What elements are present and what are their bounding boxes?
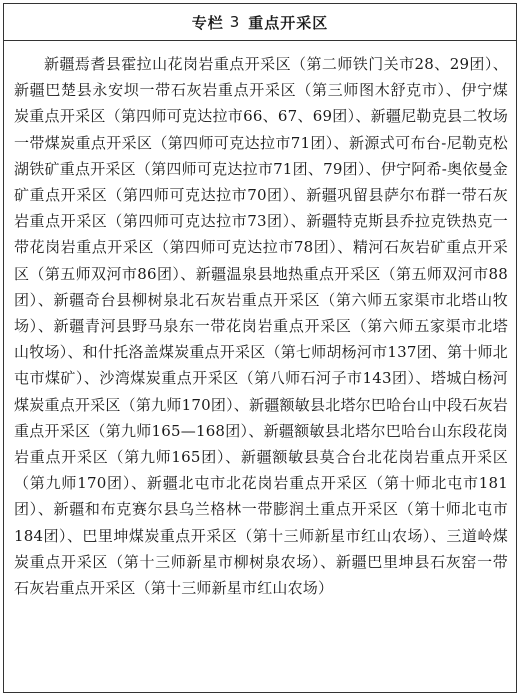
column-box [3, 3, 517, 693]
box-title-text: 重点开采区 [248, 13, 329, 32]
box-title-number: 3 [229, 13, 241, 31]
box-title [4, 4, 516, 41]
box-body-paragraph: 新疆焉耆县霍拉山花岗岩重点开采区（第二师铁门关市28、29团）、新疆巴楚县永安坝一带石灰岩重点开采区（第三师图木舒克市）、伊宁煤炭重点开采区（第四师可克达拉市66、67、69团）、新疆尼勒克县二牧场一带煤炭重点开采区（第四师可克达拉市71团）、新源式可布台-尼勒克松湖铁矿重点开采区（第四师可克达拉市71团、79团）、伊宁阿希-奥依曼金矿重点开采区（第四师可克达拉市70团）、新疆巩留县萨尔布群一带石灰岩重点开采区（第四师可克达拉市73团）、新疆特克斯县乔拉克铁热克一带花岗岩重点开采区（第四师可克达拉市78团）、精河石灰岩矿重点开采区（第五师双河市86团）、新疆温泉县地热重点开采区（第五师双河市88团）、新疆奇台县柳树泉北石灰岩重点开采区（第六师五家渠市北塔山牧场）、新疆青河县野马泉东一带花岗岩重点开采区（第六师五家渠市北塔山牧场）、和什托洛盖煤炭重点开采区（第七师胡杨河市137团、第十师北屯市煤矿）、沙湾煤炭重点开采区（第八师石河子市143团）、塔城白杨河煤炭重点开采区（第九师170团）、新疆额敏县北塔尔巴哈台山中段石灰岩重点开采区（第九师165—168团）、新疆额敏县北塔尔巴哈台山东段花岗岩重点开采区（第九师165团）、新疆额敏县莫合台北花岗岩重点开采区（第九师170团）、新疆北屯市北花岗岩重点开采区（第十师北屯市181团）、新疆和布克赛尔县乌兰格林一带膨润土重点开采区（第十师北屯市184团）、巴里坤煤炭重点开采区（第十三师新星市红山农场）、三道岭煤炭重点开采区（第十三师新星市柳树泉农场）、新疆巴里坤县石灰窑一带石灰岩重点开采区（第十三师新星市红山农场） [14, 55, 508, 598]
box-title-prefix: 专栏 [191, 13, 224, 32]
